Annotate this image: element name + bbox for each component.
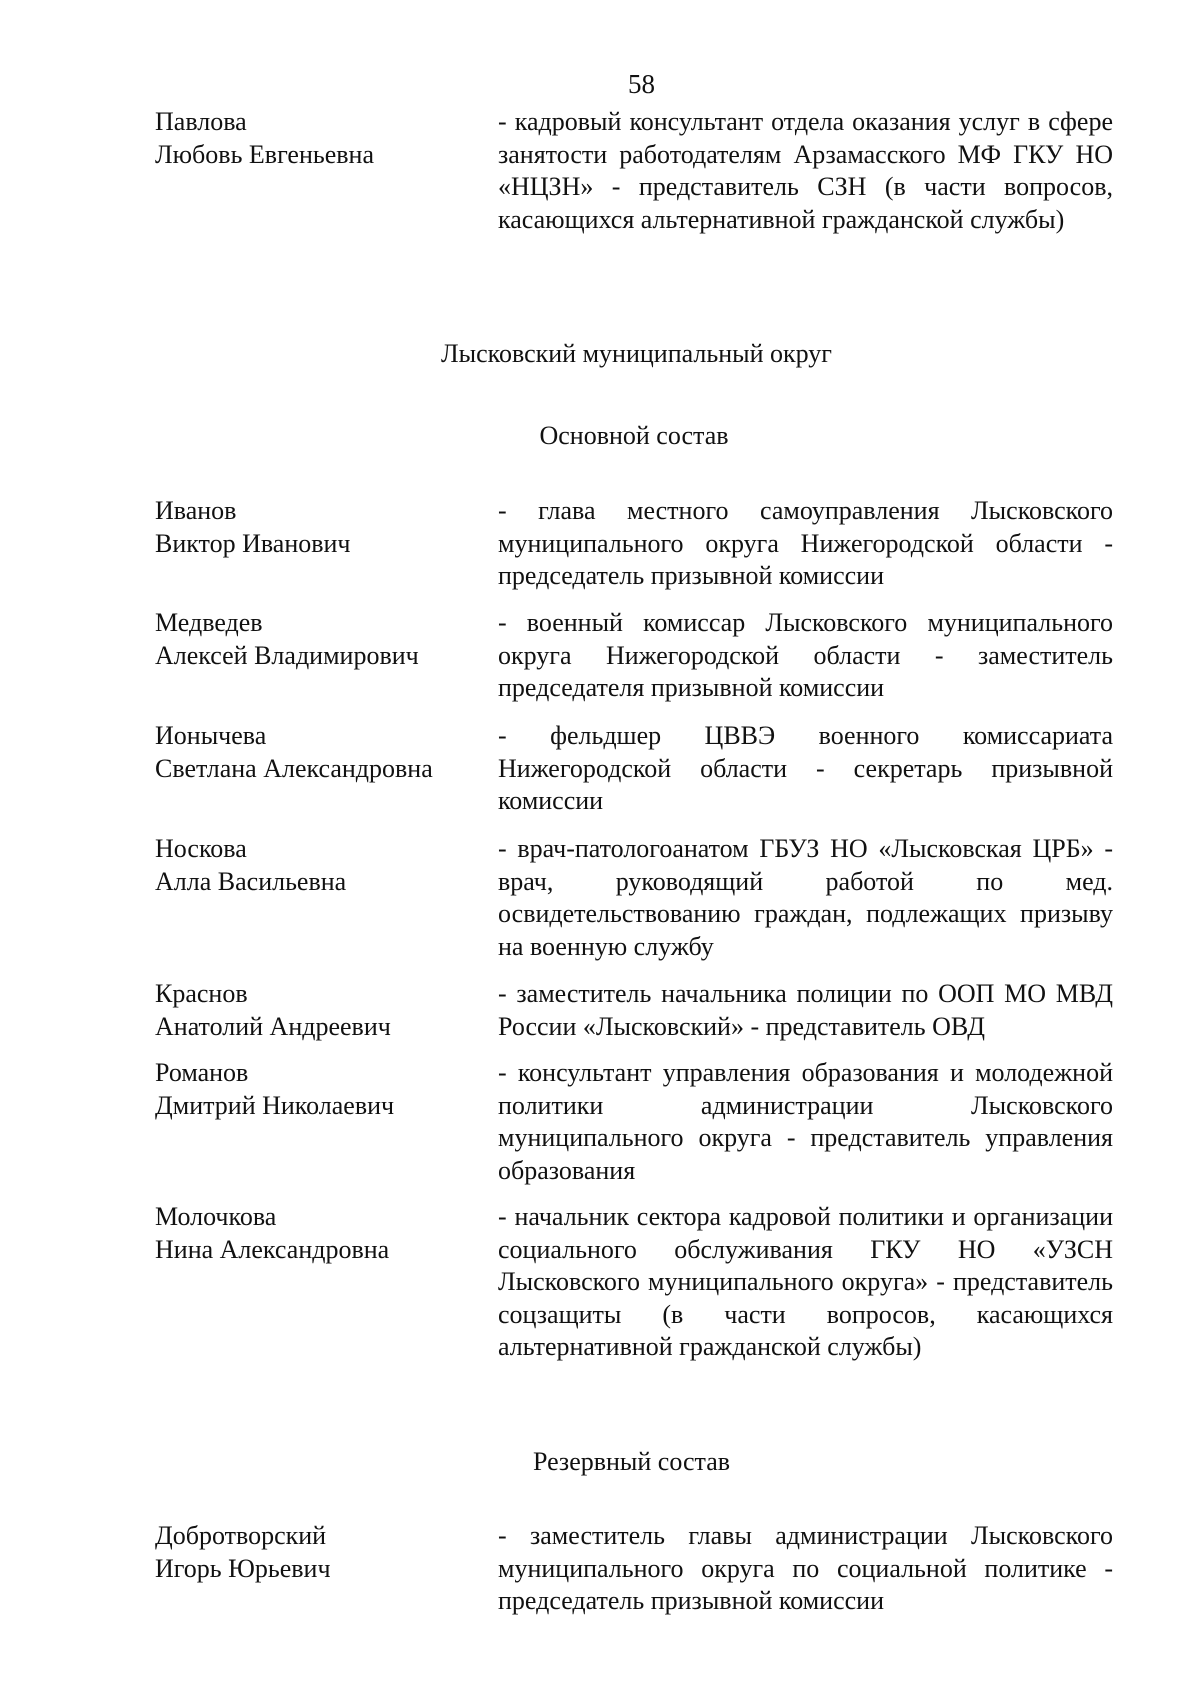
member-given-names: Любовь Евгеньевна (155, 139, 374, 169)
district-heading: Лысковский муниципальный округ (441, 339, 832, 368)
member-name (155, 1520, 498, 1618)
member-role: - фельдшер ЦВВЭ военного комиссариата Нижегородской области - секретарь призывной комиссии (498, 721, 1113, 815)
member-name (155, 1201, 498, 1364)
member-role: - консультант управления образования и молодежной политики администрации Лысковского муниципального округа - представитель управления образования (498, 1058, 1113, 1185)
member-entry (155, 607, 1113, 705)
member-role: - заместитель главы администрации Лысковского муниципального округа по социальной политике - председатель призывной комиссии (498, 1521, 1113, 1615)
member-surname: Молочкова (155, 1202, 277, 1231)
member-given-names: Анатолий Андреевич (155, 1011, 391, 1041)
member-surname: Медведев (155, 608, 263, 637)
member-surname: Ионычева (155, 721, 267, 750)
member-entry (155, 495, 1113, 593)
member-entry (155, 1057, 1113, 1187)
member-role: - врач-патологоанатом ГБУЗ НО «Лысковская ЦРБ» - врач, руководящий работой по мед. освидетельствованию граждан, подлежащих призыву на военную службу (498, 834, 1113, 961)
member-name (155, 1057, 498, 1187)
member-surname: Павлова (155, 107, 247, 136)
member-role: - глава местного самоуправления Лысковского муниципального округа Нижегородской области - председатель призывной комиссии (498, 496, 1113, 590)
member-entry (155, 1201, 1113, 1364)
member-given-names: Нина Александровна (155, 1234, 390, 1264)
member-name (155, 720, 498, 818)
member-surname: Иванов (155, 496, 237, 525)
member-name (155, 106, 498, 236)
member-given-names: Дмитрий Николаевич (155, 1090, 395, 1120)
member-entry (155, 1520, 1113, 1618)
main-composition-heading: Основной состав (539, 421, 729, 450)
member-given-names: Алексей Владимирович (155, 640, 419, 670)
member-role: - кадровый консультант отдела оказания услуг в сфере занятости работодателям Арзамасского МФ ГКУ НО «НЦЗН» - представитель СЗН (в части вопросов, касающихся альтернативной гражданской службы) (498, 107, 1113, 234)
member-given-names: Игорь Юрьевич (155, 1553, 331, 1583)
member-name (155, 495, 498, 593)
member-given-names: Алла Васильевна (155, 866, 347, 896)
member-name (155, 978, 498, 1043)
member-name (155, 833, 498, 963)
member-role: - заместитель начальника полиции по ООП МО МВД России «Лысковский» - представитель ОВД (498, 979, 1113, 1041)
page-number: 58 (628, 69, 655, 99)
member-surname: Носкова (155, 834, 247, 863)
member-role: - начальник сектора кадровой политики и организации социального обслуживания ГКУ НО «УЗСН Лысковского муниципального округа» - представитель соцзащиты (в части вопросов, касающихся альтернативной гражданской службы) (498, 1202, 1113, 1361)
member-given-names: Виктор Иванович (155, 528, 351, 558)
member-surname: Романов (155, 1058, 249, 1087)
member-entry (155, 106, 1113, 236)
member-name (155, 607, 498, 705)
member-surname: Краснов (155, 979, 248, 1008)
member-given-names: Светлана Александровна (155, 753, 433, 783)
member-entry (155, 720, 1113, 818)
member-entry (155, 833, 1113, 963)
member-surname: Добротворский (155, 1521, 327, 1550)
reserve-composition-heading: Резервный состав (532, 1447, 731, 1476)
member-role: - военный комиссар Лысковского муниципального округа Нижегородской области - заместитель председателя призывной комиссии (498, 608, 1113, 702)
member-entry (155, 978, 1113, 1043)
